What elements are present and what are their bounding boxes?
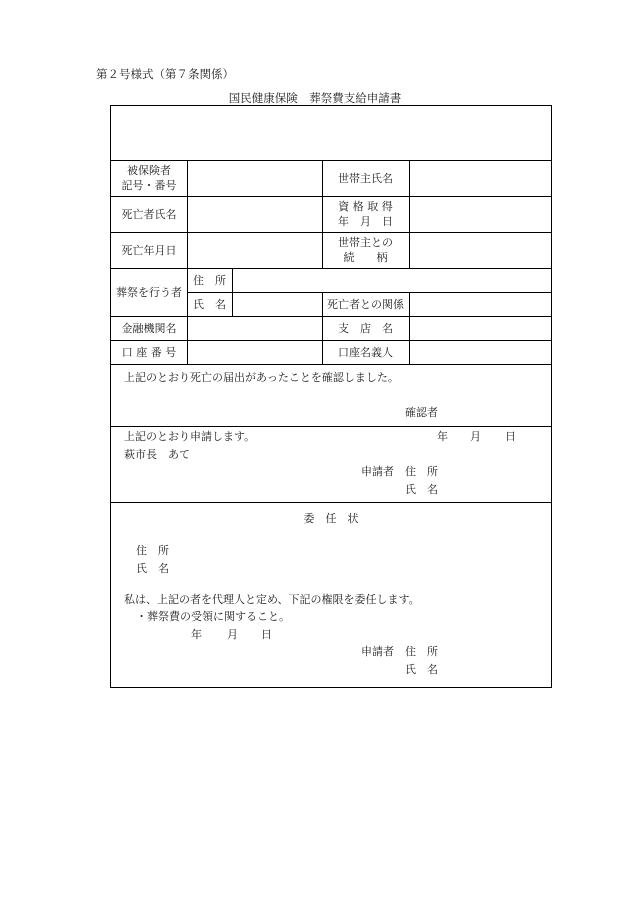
row-divider (111, 364, 551, 365)
delegation-date-day: 日 (261, 628, 272, 641)
relation-householder-label (322, 232, 409, 268)
delegate-name-label: 氏 名 (136, 562, 169, 575)
form-number: 第２号様式（第７条関係） (96, 67, 234, 81)
relation-householder-line1: 世帯主との (338, 236, 393, 249)
funeral-holder-label (111, 268, 187, 316)
account-number-label (111, 340, 187, 364)
qualification-label-line2: 年 月 日 (338, 215, 393, 228)
column-divider (232, 268, 233, 316)
insured-label-line1: 被保険者 (127, 164, 171, 177)
relation-deceased-text: 死亡者との関係 (327, 297, 404, 311)
delegation-applicant-label: 申請者 (361, 645, 394, 658)
householder-name-text: 世帯主氏名 (338, 171, 393, 185)
confirmation-text: 上記のとおり死亡の届出があったことを確認しました。 (124, 371, 399, 384)
householder-name-label (322, 160, 409, 196)
account-holder-label (322, 340, 409, 364)
relation-deceased-label (322, 292, 409, 316)
form-title: 国民健康保険 葬祭費支給申請書 (228, 91, 402, 105)
confirmer-label: 確認者 (405, 406, 438, 419)
column-divider (409, 160, 410, 268)
application-date-month: 月 (470, 430, 481, 443)
delegation-date-month: 月 (227, 628, 238, 641)
account-holder-text: 口座名義人 (338, 345, 393, 359)
application-date-day: 日 (505, 430, 516, 443)
delegate-address-label: 住 所 (136, 544, 169, 557)
delegation-title: 委 任 状 (303, 512, 359, 525)
applicant-label: 申請者 (361, 465, 394, 478)
insured-label-line2: 記号・番号 (121, 179, 177, 192)
bank-name-text: 金融機関名 (121, 321, 177, 335)
death-date-text: 死亡年月日 (121, 243, 177, 257)
column-divider (187, 160, 188, 364)
branch-name-text: 支 店 名 (338, 321, 393, 335)
delegation-item: ・葬祭費の受領に関すること。 (136, 610, 290, 623)
section-divider (111, 426, 551, 427)
death-date-label (111, 232, 187, 268)
applicant-address-label: 住 所 (405, 465, 438, 478)
column-divider (409, 292, 410, 364)
delegation-applicant-name-label: 氏 名 (405, 663, 438, 676)
qualification-date-label (322, 196, 409, 232)
funeral-holder-text: 葬祭を行う者 (116, 285, 182, 299)
qualification-label-line1: 資 格 取 得 (338, 200, 393, 213)
section-divider (111, 502, 551, 503)
application-date-year: 年 (437, 430, 448, 443)
funeral-holder-address-label: 住 所 (193, 274, 226, 287)
funeral-holder-name-label: 氏 名 (193, 298, 226, 311)
delegation-applicant-address-label: 住 所 (405, 645, 438, 658)
applicant-name-label: 氏 名 (405, 483, 438, 496)
application-form-frame (110, 105, 552, 688)
application-text: 上記のとおり申請します。 (124, 430, 256, 443)
addressee: 萩市長 あて (124, 448, 190, 461)
delegation-text: 私は、上記の者を代理人と定め、下記の権限を委任します。 (124, 593, 420, 606)
bank-name-label (111, 316, 187, 340)
deceased-name-label (111, 196, 187, 232)
deceased-name-text: 死亡者氏名 (121, 207, 177, 221)
account-number-text: 口 座 番 号 (121, 345, 177, 359)
branch-name-label (322, 316, 409, 340)
delegation-date-year: 年 (191, 628, 202, 641)
insured-number-label (111, 160, 187, 196)
relation-householder-line2: 続 柄 (343, 251, 388, 264)
